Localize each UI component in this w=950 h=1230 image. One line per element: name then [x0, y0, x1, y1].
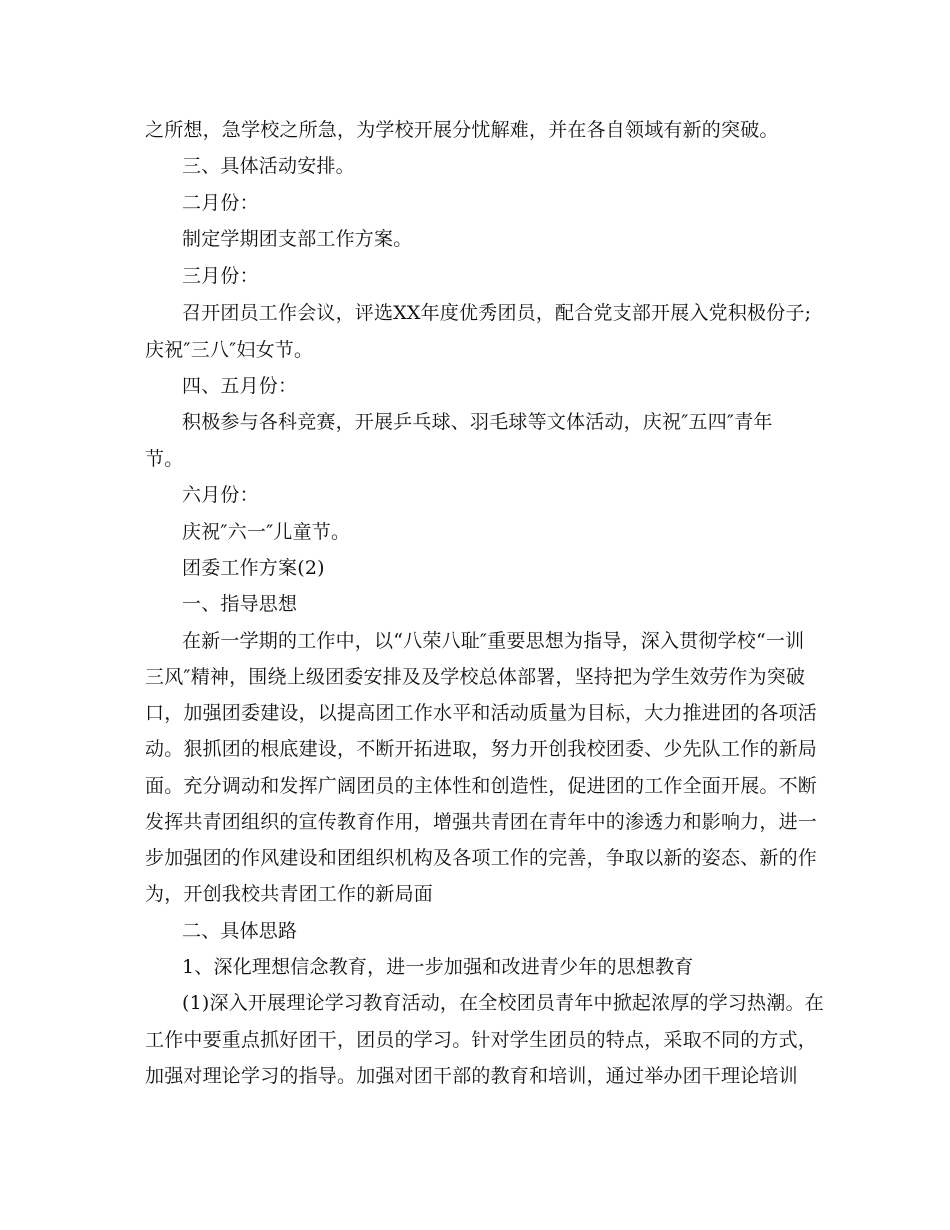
text-line-april-may-1: 积极参与各科竞赛，开展乒乓球、羽毛球等文体活动，庆祝″五四″青年: [182, 411, 773, 433]
section-heading-guiding-thought: 一、指导思想: [182, 593, 298, 615]
text-line-june: 庆祝″六一″儿童节。: [182, 521, 351, 543]
paragraph-line: (1)深入开展理论学习教育活动，在全校团员青年中掀起浓厚的学习热潮。在: [182, 992, 824, 1014]
document-subtitle: 团委工作方案(2): [182, 557, 325, 579]
text-line-march-1: 召开团员工作会议，评选XX年度优秀团员，配合党支部开展入党积极份子;: [182, 302, 812, 324]
paragraph-line: 口，加强团委建设，以提高团工作水平和活动质量为目标，大力推进团的各项活: [145, 702, 818, 724]
month-heading-february: 二月份：: [182, 192, 259, 214]
paragraph-line: 动。狠抓团的根底建设，不断开拓进取，努力开创我校团委、少先队工作的新局: [145, 738, 818, 760]
text-line-april-may-2: 节。: [145, 448, 184, 470]
text-line-1: 之所想，急学校之所急，为学校开展分忧解难，并在各自领域有新的突破。: [145, 119, 779, 141]
subsection-heading-ideals: 1、深化理想信念教育，进一步加强和改进青少年的思想教育: [182, 956, 694, 978]
paragraph-line: 加强对理论学习的指导。加强对团干部的教育和培训，通过举办团干理论培训: [145, 1065, 798, 1087]
paragraph-line: 步加强团的作风建设和团组织机构及各项工作的完善，争取以新的姿态、新的作: [145, 847, 818, 869]
month-heading-march: 三月份：: [182, 265, 259, 287]
paragraph-line: 发挥共青团组织的宣传教育作用，增强共青团在青年中的渗透力和影响力，进一: [145, 811, 818, 833]
paragraph-line: 三风″精神，围绕上级团委安排及及学校总体部署，坚持把为学生效劳作为突破: [145, 666, 806, 688]
text-line-february: 制定学期团支部工作方案。: [182, 228, 413, 250]
paragraph-line: 为，开创我校共青团工作的新局面: [145, 883, 434, 905]
paragraph-line: 在新一学期的工作中，以“八荣八耻″重要思想为指导，深入贯彻学校“一训: [182, 630, 805, 652]
text-line-march-2: 庆祝″三八″妇女节。: [145, 339, 314, 361]
month-heading-june: 六月份：: [182, 484, 259, 506]
section-heading-approach: 二、具体思路: [182, 920, 298, 942]
paragraph-line: 工作中要重点抓好团干，团员的学习。针对学生团员的特点，采取不同的方式，: [145, 1029, 818, 1051]
section-heading-activities: 三、具体活动安排。: [182, 155, 355, 177]
month-heading-april-may: 四、五月份：: [182, 375, 298, 397]
paragraph-line: 面。充分调动和发挥广阔团员的主体性和创造性，促进团的工作全面开展。不断: [145, 775, 818, 797]
